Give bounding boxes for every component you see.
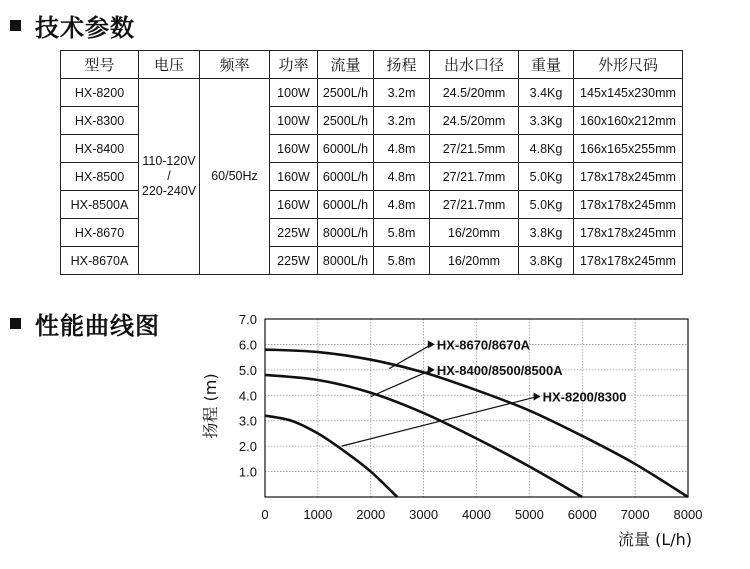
curve-annotation-label: HX-8200/8300 <box>542 389 627 405</box>
x-tick-label: 6000 <box>567 507 597 522</box>
cell-head: 5.8m <box>374 219 430 247</box>
cell-head: 5.8m <box>374 247 430 275</box>
cell-size: 178x178x245mm <box>574 219 683 247</box>
cell-head: 3.2m <box>374 107 430 135</box>
cell-outlet: 27/21.7mm <box>430 191 519 219</box>
cell-flow: 6000L/h <box>318 135 374 163</box>
square-bullet-icon <box>10 20 21 31</box>
x-tick-label: 4000 <box>462 507 491 522</box>
cell-voltage <box>139 79 200 275</box>
arrow-head-icon <box>428 366 435 374</box>
arrow-head-icon <box>534 393 541 401</box>
x-tick-label: 2000 <box>356 507 386 522</box>
cell-model: HX-8670A <box>61 247 139 275</box>
cell-head: 4.8m <box>374 191 430 219</box>
cell-head: 4.8m <box>374 163 430 191</box>
cell-model: HX-8300 <box>61 107 139 135</box>
x-tick-label: 7000 <box>620 507 650 522</box>
x-tick-label: 3000 <box>409 507 439 522</box>
voltage-line: / <box>167 169 171 183</box>
arrow-head-icon <box>428 340 435 348</box>
cell-model: HX-8500 <box>61 163 139 191</box>
cell-power: 100W <box>270 107 318 135</box>
cell-head: 3.2m <box>374 79 430 107</box>
cell-flow: 6000L/h <box>318 163 374 191</box>
header-cell: 外形尺码 <box>574 51 683 79</box>
performance-curve-chart <box>0 300 750 569</box>
cell-flow: 2500L/h <box>318 79 374 107</box>
cell-flow: 8000L/h <box>318 219 374 247</box>
cell-frequency: 60/50Hz <box>200 79 270 275</box>
cell-weight: 3.8Kg <box>519 247 574 275</box>
header-cell: 扬程 <box>374 51 430 79</box>
cell-flow: 6000L/h <box>318 191 374 219</box>
cell-outlet: 27/21.5mm <box>430 135 519 163</box>
cell-size: 145x145x230mm <box>574 79 683 107</box>
y-tick-label: 3.0 <box>238 413 257 429</box>
cell-model: HX-8200 <box>61 79 139 107</box>
header-cell: 电压 <box>139 51 200 79</box>
cell-outlet: 24.5/20mm <box>430 107 519 135</box>
cell-weight: 5.0Kg <box>519 191 574 219</box>
cell-weight: 3.4Kg <box>519 79 574 107</box>
cell-weight: 3.3Kg <box>519 107 574 135</box>
cell-outlet: 24.5/20mm <box>430 79 519 107</box>
specs-title-text: 技术参数 <box>35 14 135 42</box>
y-tick-label: 4.0 <box>238 388 257 404</box>
x-tick-label: 1000 <box>303 507 333 522</box>
curve-title-text: 性能曲线图 <box>35 312 160 340</box>
cell-power: 160W <box>270 135 318 163</box>
y-tick-label: 6.0 <box>238 337 257 353</box>
cell-power: 160W <box>270 163 318 191</box>
cell-weight: 4.8Kg <box>519 135 574 163</box>
cell-model: HX-8670 <box>61 219 139 247</box>
header-cell: 频率 <box>200 51 270 79</box>
curve-line <box>265 416 397 497</box>
cell-power: 160W <box>270 191 318 219</box>
y-tick-label: 5.0 <box>238 362 257 378</box>
cell-size: 178x178x245mm <box>574 247 683 275</box>
header-cell: 流量 <box>318 51 374 79</box>
header-cell: 功率 <box>270 51 318 79</box>
x-tick-label: 8000 <box>673 507 703 522</box>
table-header-row <box>61 51 683 79</box>
voltage-line: 110-120V <box>142 154 196 168</box>
cell-power: 100W <box>270 79 318 107</box>
cell-size: 178x178x245mm <box>574 163 683 191</box>
x-tick-label: 0 <box>261 507 269 522</box>
cell-weight: 3.8Kg <box>519 219 574 247</box>
specs-table <box>60 50 683 275</box>
cell-model: HX-8400 <box>61 135 139 163</box>
cell-model: HX-8500A <box>61 191 139 219</box>
cell-weight: 5.0Kg <box>519 163 574 191</box>
voltage-line: 220-240V <box>141 184 197 198</box>
curve-annotation-label: HX-8670/8670A <box>436 337 531 353</box>
y-tick-label: 1.0 <box>238 464 257 480</box>
cell-flow: 2500L/h <box>318 107 374 135</box>
cell-power: 225W <box>270 219 318 247</box>
cell-outlet: 27/21.7mm <box>430 163 519 191</box>
header-cell: 出水口径 <box>430 51 519 79</box>
y-tick-label: 7.0 <box>238 312 257 327</box>
specs-section-title <box>10 8 135 43</box>
annotation-leader-line <box>389 344 431 368</box>
table-row <box>61 79 683 107</box>
cell-outlet: 16/20mm <box>430 247 519 275</box>
y-tick-label: 2.0 <box>238 439 257 455</box>
x-axis-title: 流量 (L/h) <box>617 530 693 549</box>
cell-size: 166x165x255mm <box>574 135 683 163</box>
curve-annotation-label: HX-8400/8500/8500A <box>436 362 563 378</box>
cell-size: 160x160x212mm <box>574 107 683 135</box>
cell-power: 225W <box>270 247 318 275</box>
cell-size: 178x178x245mm <box>574 191 683 219</box>
header-cell: 重量 <box>519 51 574 79</box>
cell-outlet: 16/20mm <box>430 219 519 247</box>
annotation-leader-line <box>371 370 432 397</box>
header-cell: 型号 <box>61 51 139 79</box>
cell-head: 4.8m <box>374 135 430 163</box>
x-tick-label: 5000 <box>514 507 544 522</box>
y-axis-title: 扬程 (m) <box>201 373 220 439</box>
cell-flow: 8000L/h <box>318 247 374 275</box>
